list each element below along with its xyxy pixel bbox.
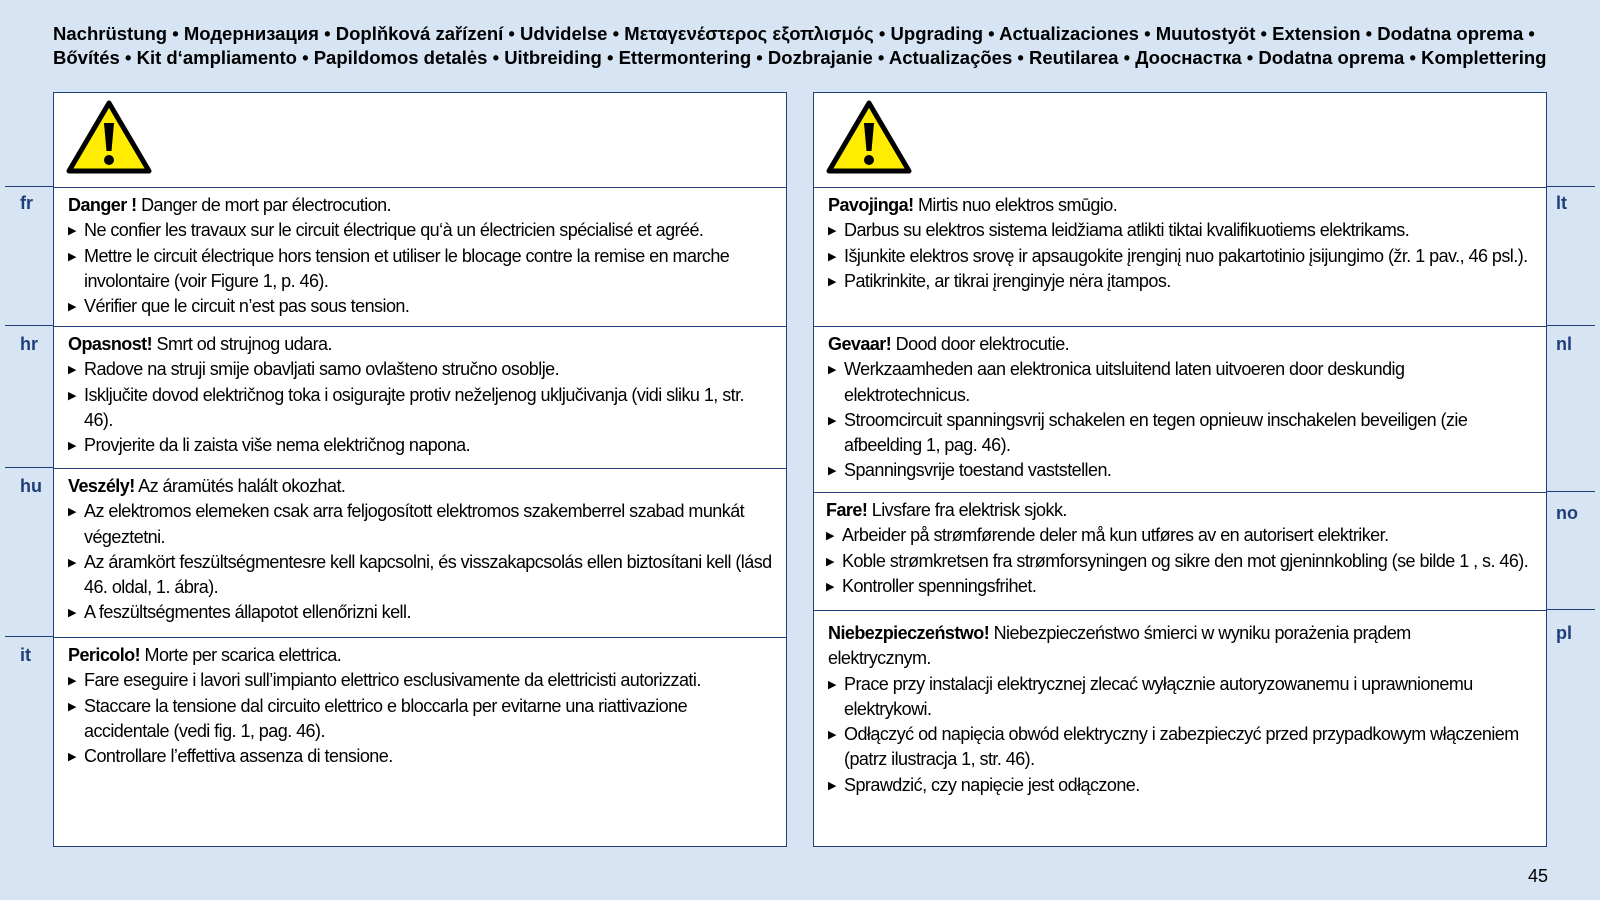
divider-line xyxy=(5,636,53,637)
section-title: Danger ! Danger de mort par électrocution. xyxy=(68,195,392,215)
list-item: ▶ Mettre le circuit électrique hors tension et utiliser le blocage contre la remise en marche involontaire (voir Figure 1, p. 46). xyxy=(68,244,772,295)
list-item: ▶ Darbus su elektros sistema leidžiama atlikti tiktai kvalifikuotiems elektrikams. xyxy=(828,218,1532,243)
section-title: Veszély! Az áramütés halált okozhat. xyxy=(68,476,346,496)
section-title: Gevaar! Dood door elektrocutie. xyxy=(828,334,1070,354)
list-item: ▶ Az áramkört feszültségmentesre kell kapcsolni, és visszakapcsolás ellen biztosítani kell (lásd 46. oldal, 1. ábra). xyxy=(68,550,772,601)
section-no xyxy=(814,492,1546,608)
list-item: ▶ Arbeider på strømførende deler må kun utføres av en autorisert elektriker. xyxy=(826,523,1532,548)
page-number: 45 xyxy=(1528,866,1549,886)
lang-code-fr: fr xyxy=(20,193,33,213)
lang-code-hu: hu xyxy=(20,476,42,496)
section-hr xyxy=(54,326,786,466)
divider-line xyxy=(1547,491,1595,492)
section-fr xyxy=(54,188,786,324)
right-panel xyxy=(813,92,1547,847)
right-warning-cell xyxy=(814,93,1546,188)
left-warning-cell xyxy=(54,93,786,188)
warning-triangle-icon xyxy=(66,99,152,175)
list-item: ▶ Radove na struji smije obavljati samo ovlašteno stručno osoblje. xyxy=(68,357,772,382)
list-item: ▶ Odłączyć od napięcia obwód elektryczny i zabezpieczyć przed przypadkowym włączeniem (patrz ilustracja 1, str. 46). xyxy=(828,722,1532,773)
list-item: ▶ Išjunkite elektros srovę ir apsaugokite įrenginį nuo pakartotinio įsijungimo (žr. 1 pav., 46 psl.). xyxy=(828,244,1532,269)
list-item: ▶ Vérifier que le circuit n’est pas sous tension. xyxy=(68,294,772,319)
section-hu xyxy=(54,468,786,635)
section-it xyxy=(54,637,786,842)
section-pl xyxy=(814,610,1546,842)
divider-line xyxy=(5,325,53,326)
list-item: ▶ Stroomcircuit spanningsvrij schakelen en tegen opnieuw inschakelen beveiligen (zie afbeelding 1, pag. 46). xyxy=(828,408,1532,459)
list-item: ▶ Fare eseguire i lavori sull’impianto elettrico esclusivamente da elettricisti autorizzati. xyxy=(68,668,772,693)
lang-code-pl: pl xyxy=(1556,623,1572,643)
divider-line xyxy=(5,186,53,187)
section-title: Opasnost! Smrt od strujnog udara. xyxy=(68,334,332,354)
page-header-languages: Nachrüstung • Модернизация • Doplňková zařízení • Udvidelse • Μεταγενέστερος εξοπλισμός • Upgrading • Actualizaciones • Muutostyöt • Extension • Dodatna oprema • Bővítés • Kit d‘ampliamento • Papildomos detalės • Uitbreiding • Ettermontering • Dozbrajanie • Actualizações • Reutilarea • Дооснастка • Dodatna oprema • Komplettering xyxy=(53,23,1547,68)
list-item: ▶ Sprawdzić, czy napięcie jest odłączone. xyxy=(828,773,1532,798)
list-item: ▶ Kontroller spenningsfrihet. xyxy=(826,574,1532,599)
list-item: ▶ Spanningsvrije toestand vaststellen. xyxy=(828,458,1532,483)
divider-line xyxy=(5,467,53,468)
list-item: ▶ Az elektromos elemeken csak arra feljogosított elektromos szakemberrel szabad munkát végeztetni. xyxy=(68,499,772,550)
list-item: ▶ Patikrinkite, ar tikrai įrenginyje nėra įtampos. xyxy=(828,269,1532,294)
section-nl xyxy=(814,326,1546,490)
list-item: ▶ Werkzaamheden aan elektronica uitsluitend laten uitvoeren door deskundig elektrotechnicus. xyxy=(828,357,1532,408)
section-title: Pavojinga! Mirtis nuo elektros smūgio. xyxy=(828,195,1118,215)
lang-code-lt: lt xyxy=(1556,193,1567,213)
left-panel xyxy=(53,92,787,847)
section-title: Fare! Livsfare fra elektrisk sjokk. xyxy=(826,500,1067,520)
warning-triangle-icon xyxy=(826,99,912,175)
list-item: ▶ Staccare la tensione dal circuito elettrico e bloccarla per evitarne una riattivazione accidentale (vedi fig. 1, pag. 46). xyxy=(68,694,772,745)
list-item: ▶ Controllare l’effettiva assenza di tensione. xyxy=(68,744,772,769)
list-item: ▶ Prace przy instalacji elektrycznej zlecać wyłącznie autoryzowanemu i uprawnionemu elektrykowi. xyxy=(828,672,1532,723)
section-lt xyxy=(814,188,1546,324)
lang-code-it: it xyxy=(20,645,31,665)
section-title: Niebezpieczeństwo! Niebezpieczeństwo śmierci w wyniku porażenia prądem elektrycznym. xyxy=(828,623,1411,669)
section-title: Pericolo! Morte per scarica elettrica. xyxy=(68,645,342,665)
lang-code-hr: hr xyxy=(20,334,38,354)
list-item: ▶ A feszültségmentes állapotot ellenőrizni kell. xyxy=(68,600,772,625)
divider-line xyxy=(1547,325,1595,326)
list-item: ▶ Ne confier les travaux sur le circuit électrique qu‘à un électricien spécialisé et agréé. xyxy=(68,218,772,243)
lang-code-no: no xyxy=(1556,503,1578,523)
divider-line xyxy=(1547,186,1595,187)
list-item: ▶ Provjerite da li zaista više nema električnog napona. xyxy=(68,433,772,458)
list-item: ▶ Koble strømkretsen fra strømforsyningen og sikre den mot gjeninnkobling (se bilde 1 , s. 46). xyxy=(826,549,1532,574)
lang-code-nl: nl xyxy=(1556,334,1572,354)
list-item: ▶ Isključite dovod električnog toka i osigurajte protiv neželjenog uključivanja (vidi sliku 1, str. 46). xyxy=(68,383,772,434)
divider-line xyxy=(1547,609,1595,610)
